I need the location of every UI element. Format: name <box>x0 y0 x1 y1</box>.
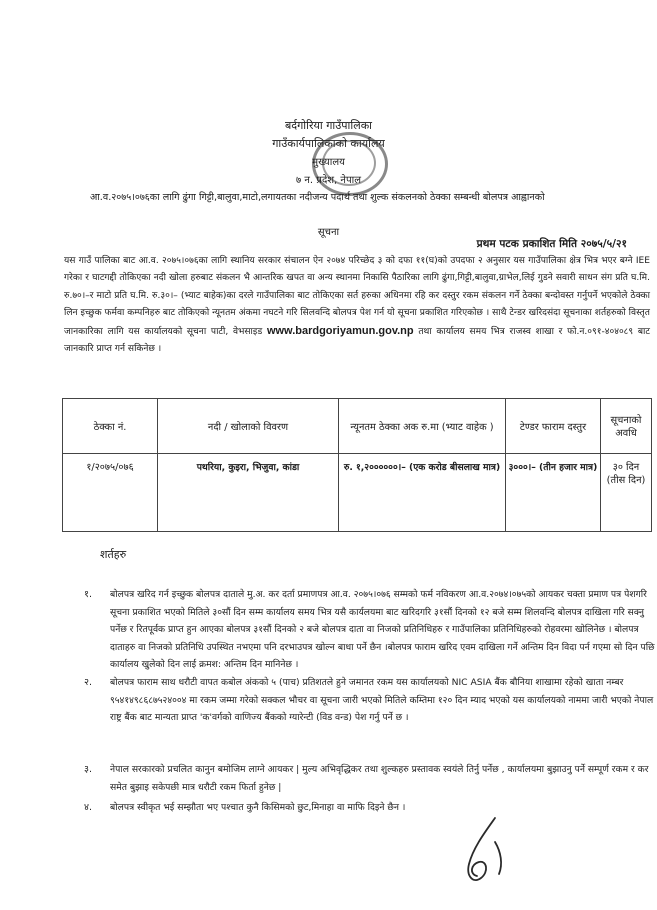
condition-text: बोलपत्र खरिद गर्न इच्छुक बोलपत्र दाताले मु.अ. कर दर्ता प्रमाणपत्र आ.व. २०७५।०७६ सम्मको फर्म नविकरण आ.व.२०७४।०७५को आयकर चक्ता प्रमाण पत्र पेशगरि सूचना प्रकाशित भएको मितिले ३०सौं दिन सम्म कार्यालय समय भित्र यसै कार्यलयमा बाट खरिदगरि ३१सौं दिनको १२ बजे सम्म शिलवन्दि बोलपत्र दाखिला गरि सक्नु पर्नेछ र रितपूर्वक प्राप्त हुन आएका बोलपत्र ३१सौं दिनको २ बजे बोलपत्र दाता वा निजको प्रतिनिधिहरु र गाउँपालिका प्रतिनिधिहरुको रोहवरमा खोलिनेछ । बोलपत्र दाताहरु वा निजको प्रतिनिधि उपस्थित नभएमा पनि दरभाउपत्र खोल्न बाधा पर्ने छैन ।बोलपत्र फाराम खरिद एवम दाखिला गर्ने अन्तिम दिन विदा पर्न गएमा सो दिन पछि कार्यालय खुलेको दिन लाई क्रमश: अन्तिम दिन मानिनेछ । <box>110 589 655 670</box>
col-form-fee: टेण्डर फाराम दस्तुर <box>506 399 601 454</box>
cell-river-details: पथरिया, कुइरा, भिजुवा, कांडा <box>158 454 339 532</box>
intro-text-after: तथा कार्यालय समय भित्र राजस्व शाखा र फो.न.०९१-४०४०८९ बाट जानकारि प्राप्त गर्न सकिनेछ । <box>64 326 650 355</box>
office-subtitle: गाउँकार्यपालिकाको कार्यालय <box>272 137 385 150</box>
website-link[interactable]: www.bardgoriyamun.gov.np <box>266 324 414 337</box>
condition-number: ४. <box>84 802 93 813</box>
office-address: ७ न. प्रदेश, नेपाल <box>295 175 362 186</box>
condition-item <box>84 586 657 674</box>
col-river-details: नदी / खोलाको विवरण <box>158 399 339 454</box>
publish-date: प्रथम पटक प्रकाशित मिति २०७५/५/२१ <box>476 238 627 250</box>
cell-min-amount: रु. १,२००००००।– (एक करोड बीसलाख मात्र) <box>339 454 506 532</box>
condition-text: बोलपत्र स्वीकृत भई सम्झौता भए पश्चात कुनै किसिमको छुट,मिनाहा वा माफि दिइने छैन । <box>110 802 406 813</box>
condition-number: २. <box>84 677 93 688</box>
intro-paragraph <box>64 253 650 358</box>
condition-item <box>84 674 657 727</box>
condition-item <box>84 799 657 817</box>
col-notice-period: सूचनाको अवधि <box>601 399 652 454</box>
condition-text: बोलपत्र फाराम साथ धरौटी वापत कबोल अंकको ५ (पाच) प्रतिशतले हुने जमानत रकम यस कार्यालयको NIC ASIA बैंक बौनिया शाखामा रहेको खाता नम्बर ९५४१४९८६८७५२४००४ मा रकम जम्मा गरेको सक्कल भौचर वा सूचना जारी भएको मितिले कम्तिमा १२० दिन म्याद भएको यस कार्यालयको नाममा जारी भएको नेपाल राष्ट्र बैंक बाट मान्यता प्राप्त 'क'वर्गको वाणिज्य बैंकको ग्यारेन्टी (विड वन्ड) पेश गर्नु पर्ने छ । <box>110 677 654 723</box>
office-name: बर्दगोरिया गाउँपालिका <box>284 119 372 132</box>
col-contract-no: ठेक्का नं. <box>63 399 158 454</box>
table-row <box>63 454 652 532</box>
cell-notice-period: ३० दिन (तीस दिन) <box>601 454 652 532</box>
cell-form-fee: ३०००।– (तीन हजार मात्र) <box>506 454 601 532</box>
condition-text: नेपाल सरकारको प्रचलित कानुन बमोजिम लाग्ने आयकर | मुल्य अभिवृद्धिकर तथा शुल्कहरु प्रस्तावक स्वयंले तिर्नु पर्नेछ , कार्यालयमा बुझाउनु पर्ने सम्पूर्ण रकम र कर समेत बुझाइ सकेपछी मात्र धरौटी रकम फिर्ता हुनेछ | <box>110 764 649 793</box>
notice-label: सूचना <box>317 227 340 238</box>
office-hq: मुख्यालय <box>312 157 345 168</box>
conditions-title: शर्तहरु <box>100 548 127 561</box>
condition-item <box>84 761 657 796</box>
notice-subject: आ.व.२०७५।०७६का लागि ढुंगा गिट्टी,बालुवा,माटो,लगायतका नदीजन्य पदार्थ तथा शुल्क संकलनको ठेक्का सम्बन्धी बोलपत्र आह्वानको <box>90 192 545 203</box>
office-seal-inner-ring <box>322 140 376 186</box>
table-header-row <box>63 399 652 454</box>
tender-table <box>62 398 652 532</box>
intro-text-before: यस गाउँ पालिका बाट आ.व. २०७५।०७६का लागि स्थानिय सरकार संचालन ऐन २०७४ परिच्छेद ३ को दफा ११(घ)को उपदफा २ अनुसार यस गाउँपालिका क्षेत्र भित्र भएर बग्ने IEE गरेका र घाटगद्दी तोकिएका नदी खोला हरुबाट संकलन भै आन्तरिक खपत वा अन्य स्थानमा निकासि पैठारिका लागि ढुंगा,गिट्टी,बालुवा,ग्राभेल,लिई गुडने सवारी साधन संग प्रति घ.मि. रु.७०।–र माटो प्रति घ.मि. रु.३०।– (भ्याट बाहेक)का दरले गाउँपालिका बाट तोकिएका सर्त हरुका अधिनमा रहि कर दस्तुर रकम संकलन गर्ने ठेक्का बन्दोवस्त गर्नुपर्ने भएकोले ठेक्का लिन इच्छुक फर्मवा कम्पनिहरु बाट तोकिएको न्यूनतम अंकमा नघटने गरि सिलवन्दि बोलपत्र पेश गर्न यो सूचना प्रकाशित गरिएकोछ । साथै टेन्डर खरिदसंदा सूचनाका शर्तहरुको विस्तृत जानकारिका लागि यस कार्यालयको सूचना पाटी, वेभसाइड <box>64 256 650 337</box>
condition-number: १. <box>84 589 93 600</box>
col-min-amount: न्यूनतम ठेक्का अक रु.मा (भ्याट वाहेक ) <box>339 399 506 454</box>
cell-contract-no: १/२०७५/०७६ <box>63 454 158 532</box>
condition-number: ३. <box>84 764 93 775</box>
signature <box>455 812 525 892</box>
